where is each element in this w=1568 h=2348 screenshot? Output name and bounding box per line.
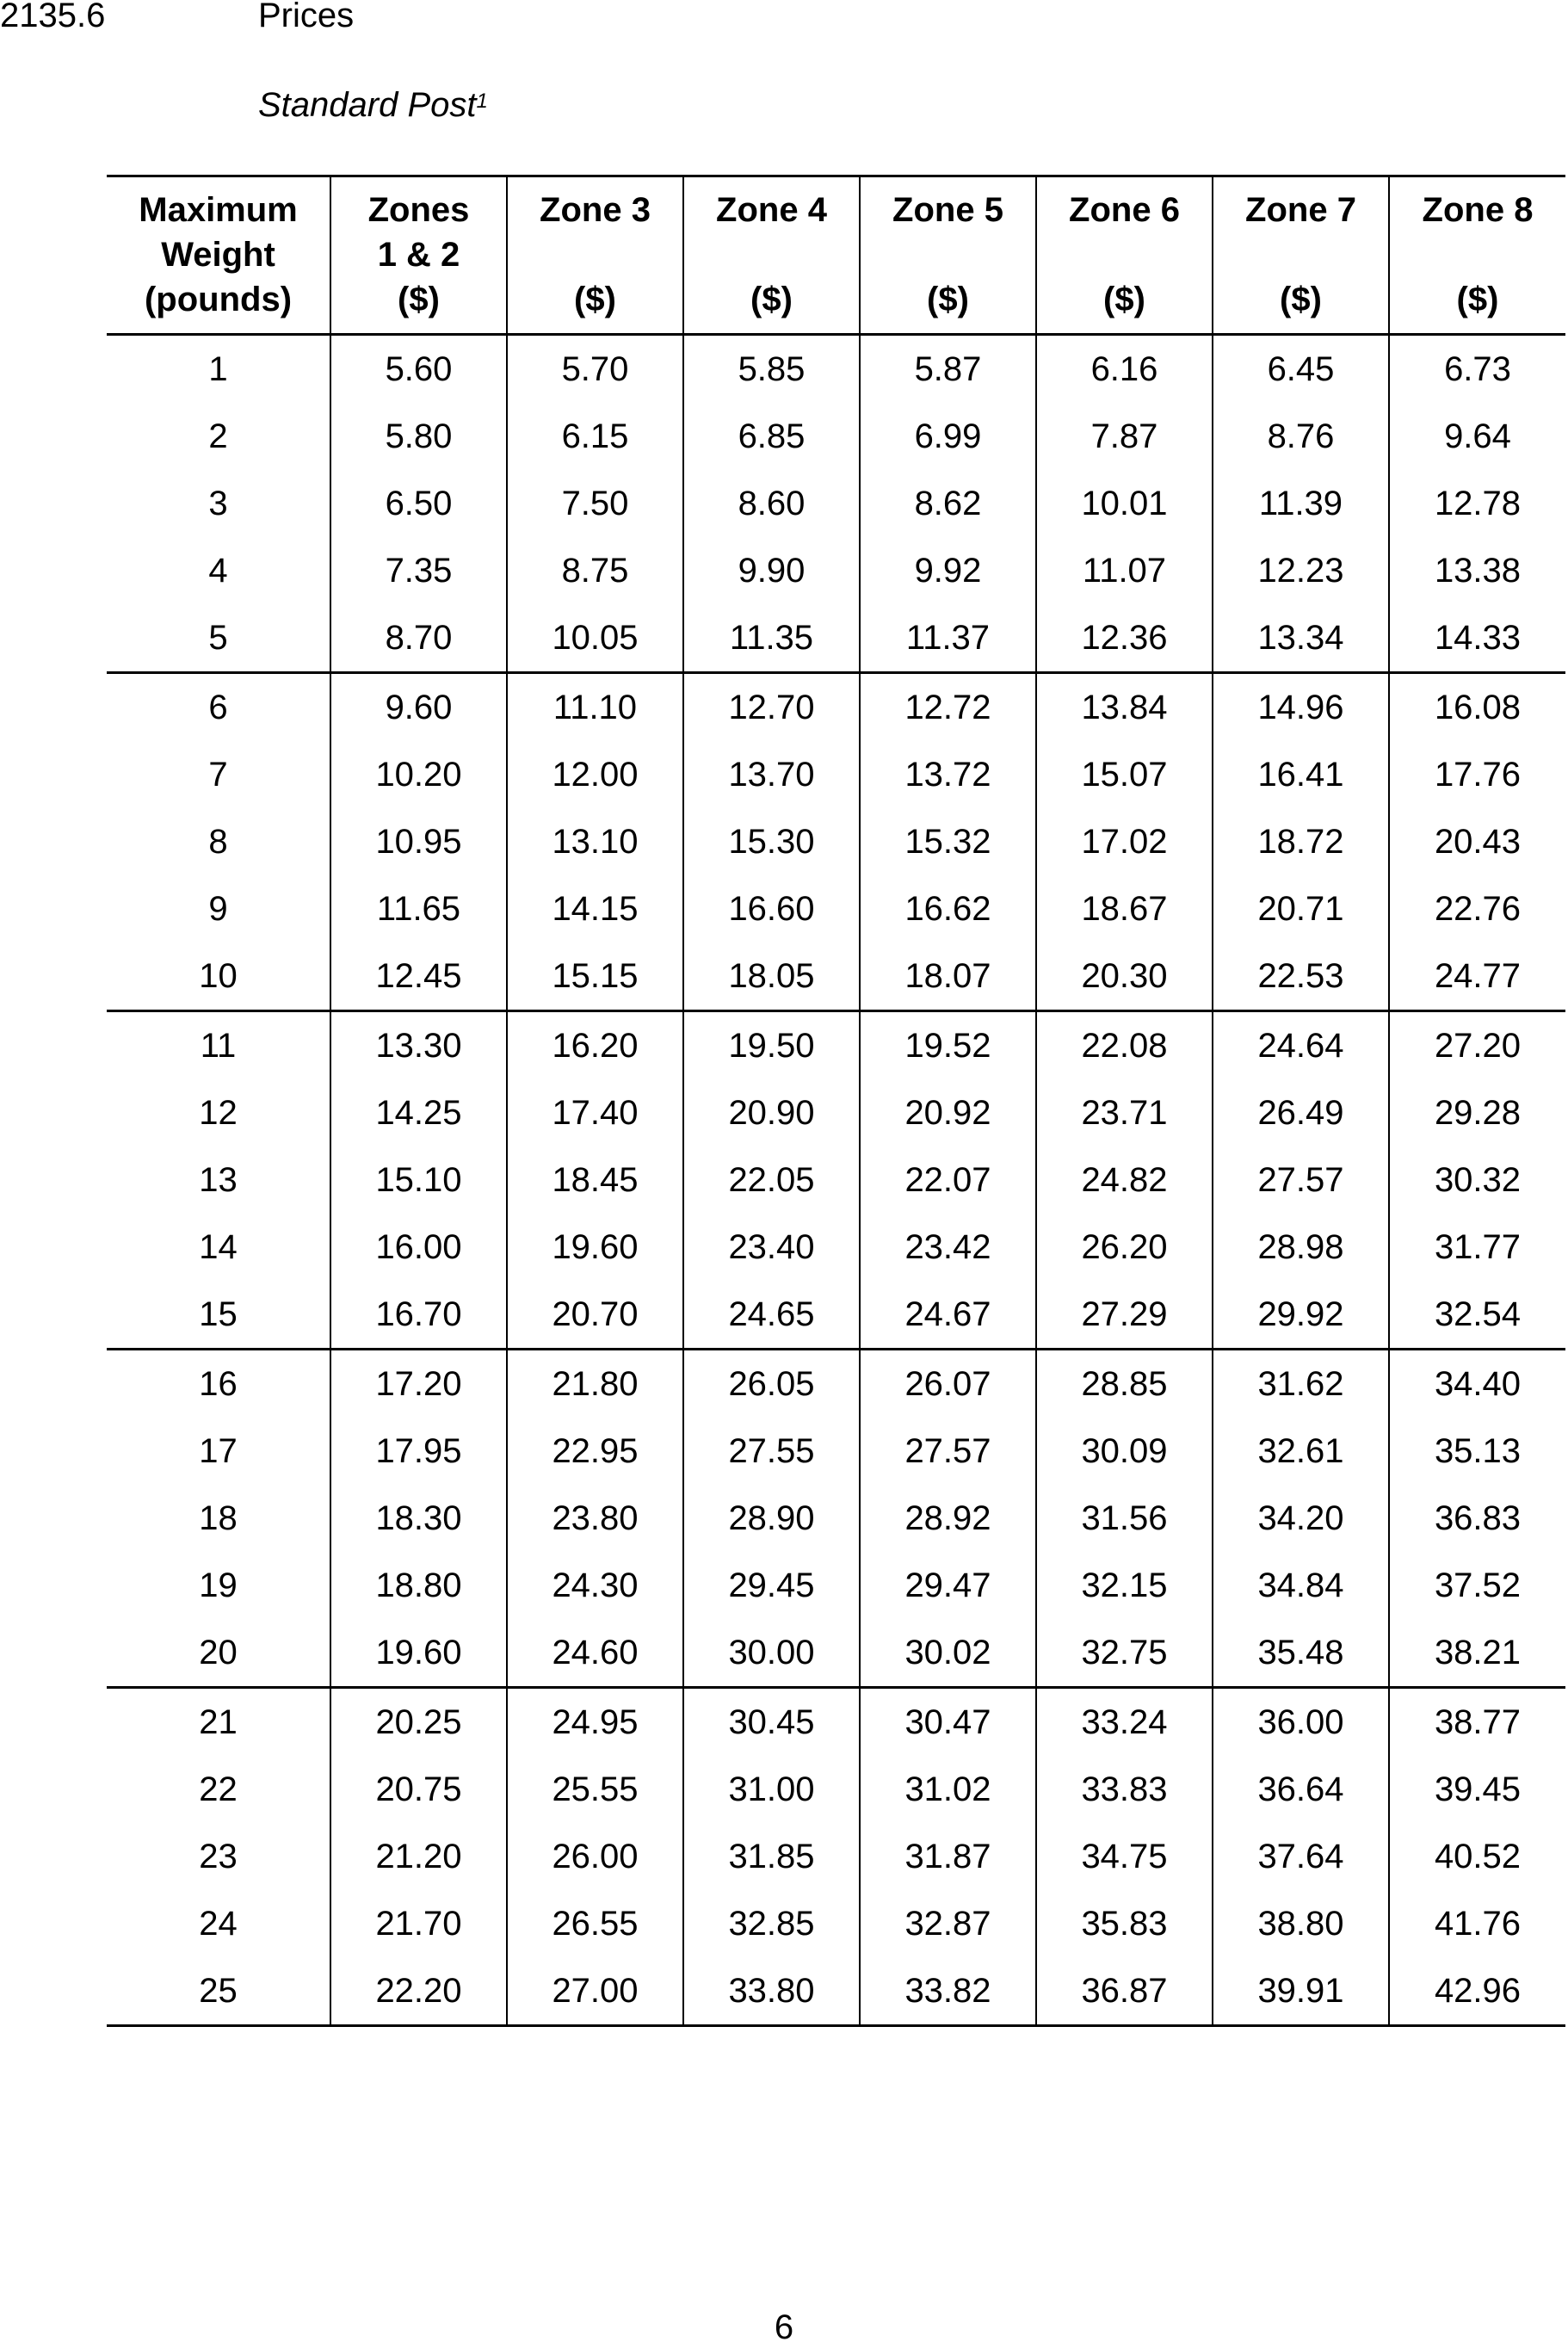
price-cell: 20.70 [507, 1281, 683, 1350]
price-cell: 26.49 [1213, 1079, 1389, 1146]
price-cell: 27.55 [683, 1418, 860, 1485]
price-cell: 23.71 [1036, 1079, 1213, 1146]
weight-cell: 21 [199, 1703, 238, 1741]
price-cell: 27.20 [1389, 1011, 1565, 1080]
price-cell: 34.20 [1213, 1485, 1389, 1552]
price-cell: 8.75 [507, 537, 683, 604]
table-row [107, 1823, 1565, 1890]
price-cell: 28.85 [1036, 1350, 1213, 1418]
table-row [107, 604, 1565, 673]
header-line: Weight [161, 236, 275, 274]
price-cell: 31.87 [860, 1823, 1036, 1890]
price-cell: 23.80 [507, 1485, 683, 1552]
price-cell: 13.38 [1389, 537, 1565, 604]
price-cell: 16.70 [330, 1281, 507, 1350]
price-cell: 14.96 [1213, 673, 1389, 742]
price-cell: 14.15 [507, 875, 683, 942]
table-row [107, 875, 1565, 942]
price-cell: 27.00 [507, 1957, 683, 2026]
price-cell: 17.20 [330, 1350, 507, 1418]
price-cell: 9.90 [683, 537, 860, 604]
price-cell: 5.70 [507, 335, 683, 404]
price-cell: 7.35 [330, 537, 507, 604]
price-cell: 33.80 [683, 1957, 860, 2026]
price-cell: 12.78 [1389, 470, 1565, 537]
price-cell: 35.13 [1389, 1418, 1565, 1485]
price-cell: 15.15 [507, 942, 683, 1011]
price-cell: 5.60 [330, 335, 507, 404]
price-cell: 31.56 [1036, 1485, 1213, 1552]
price-cell: 36.00 [1213, 1688, 1389, 1757]
price-cell: 35.48 [1213, 1619, 1389, 1688]
price-cell: 33.82 [860, 1957, 1036, 2026]
price-cell: 16.00 [330, 1214, 507, 1281]
price-cell: 22.53 [1213, 942, 1389, 1011]
price-cell: 22.95 [507, 1418, 683, 1485]
weight-cell: 24 [199, 1905, 238, 1943]
weight-cell: 17 [199, 1432, 238, 1470]
price-cell: 26.20 [1036, 1214, 1213, 1281]
price-cell: 29.92 [1213, 1281, 1389, 1350]
price-cell: 20.25 [330, 1688, 507, 1757]
price-cell: 32.54 [1389, 1281, 1565, 1350]
header-line: 1 & 2 [377, 236, 460, 274]
price-cell: 27.57 [1213, 1146, 1389, 1214]
price-cell: 38.21 [1389, 1619, 1565, 1688]
table-row [107, 1688, 1565, 1757]
header-unit: ($) [1103, 281, 1145, 318]
weight-cell: 11 [200, 1027, 237, 1065]
header-unit: (pounds) [144, 281, 293, 318]
table-row [107, 335, 1565, 404]
table-row [107, 1281, 1565, 1350]
table-row [107, 537, 1565, 604]
table-header-row [107, 176, 1565, 335]
weight-cell: 20 [107, 1619, 330, 1688]
weight-cell: 3 [208, 485, 228, 522]
price-cell: 19.52 [860, 1011, 1036, 1080]
price-cell: 28.90 [683, 1485, 860, 1552]
price-cell: 22.07 [860, 1146, 1036, 1214]
header-unit: ($) [927, 281, 969, 318]
table-row [107, 1619, 1565, 1688]
price-cell: 20.75 [330, 1756, 507, 1823]
price-cell: 12.72 [860, 673, 1036, 742]
weight-cell: 7 [208, 756, 228, 794]
price-cell: 22.08 [1036, 1011, 1213, 1080]
price-cell: 13.10 [507, 808, 683, 875]
weight-cell: 1 [208, 350, 228, 388]
price-cell: 36.87 [1036, 1957, 1213, 2026]
table-row [107, 1485, 1565, 1552]
price-cell: 30.02 [860, 1619, 1036, 1688]
weight-cell: 16 [199, 1365, 238, 1403]
price-cell: 26.05 [683, 1350, 860, 1418]
price-cell: 21.20 [330, 1823, 507, 1890]
price-cell: 19.50 [683, 1011, 860, 1080]
price-cell: 7.50 [507, 470, 683, 537]
price-cell: 30.32 [1389, 1146, 1565, 1214]
price-cell: 26.07 [860, 1350, 1036, 1418]
price-cell: 8.70 [330, 604, 507, 673]
price-cell: 22.20 [330, 1957, 507, 2026]
price-cell: 34.75 [1036, 1823, 1213, 1890]
price-cell: 39.91 [1213, 1957, 1389, 2026]
price-cell: 20.30 [1036, 942, 1213, 1011]
header-line: Zone 5 [892, 191, 1003, 229]
price-cell: 16.08 [1389, 673, 1565, 742]
price-cell: 20.90 [683, 1079, 860, 1146]
weight-cell: 12 [199, 1094, 238, 1132]
price-cell: 23.40 [683, 1214, 860, 1281]
header-unit: ($) [1280, 281, 1322, 318]
price-cell: 14.25 [330, 1079, 507, 1146]
column-header-zone [330, 176, 507, 335]
price-cell: 24.95 [507, 1688, 683, 1757]
price-cell: 9.92 [860, 537, 1036, 604]
price-cell: 12.23 [1213, 537, 1389, 604]
price-cell: 20.71 [1213, 875, 1389, 942]
price-cell: 15.07 [1036, 741, 1213, 808]
header-line: Zone 4 [716, 191, 827, 229]
price-cell: 33.24 [1036, 1688, 1213, 1757]
price-cell: 24.64 [1213, 1011, 1389, 1080]
price-cell: 33.83 [1036, 1756, 1213, 1823]
price-cell: 10.01 [1036, 470, 1213, 537]
price-cell: 22.76 [1389, 875, 1565, 942]
weight-cell: 25 [107, 1957, 330, 2026]
price-cell: 18.72 [1213, 808, 1389, 875]
price-cell: 10.05 [507, 604, 683, 673]
price-cell: 32.75 [1036, 1619, 1213, 1688]
column-header-zone [507, 176, 683, 335]
price-cell: 20.92 [860, 1079, 1036, 1146]
price-cell: 11.37 [860, 604, 1036, 673]
price-cell: 39.45 [1389, 1756, 1565, 1823]
weight-cell: 23 [199, 1838, 238, 1875]
table-row [107, 470, 1565, 537]
price-cell: 9.64 [1389, 403, 1565, 470]
price-cell: 9.60 [330, 673, 507, 742]
price-cell: 38.77 [1389, 1688, 1565, 1757]
price-cell: 11.10 [507, 673, 683, 742]
price-cell: 11.07 [1036, 537, 1213, 604]
price-cell: 37.52 [1389, 1552, 1565, 1619]
column-header-zone [1036, 176, 1213, 335]
price-cell: 19.60 [507, 1214, 683, 1281]
price-cell: 16.60 [683, 875, 860, 942]
weight-cell: 10 [107, 942, 330, 1011]
weight-cell: 13 [199, 1161, 238, 1199]
price-cell: 17.76 [1389, 741, 1565, 808]
column-header-zone [1213, 176, 1389, 335]
price-cell: 24.60 [507, 1619, 683, 1688]
price-cell: 17.95 [330, 1418, 507, 1485]
price-cell: 21.80 [507, 1350, 683, 1418]
price-cell: 11.35 [683, 604, 860, 673]
price-cell: 18.45 [507, 1146, 683, 1214]
table-row [107, 1957, 1565, 2026]
price-cell: 32.15 [1036, 1552, 1213, 1619]
price-cell: 24.67 [860, 1281, 1036, 1350]
table-body [107, 335, 1565, 2026]
header-unit: ($) [1456, 281, 1499, 318]
price-cell: 19.60 [330, 1619, 507, 1688]
header-line: Zone 3 [540, 191, 651, 229]
weight-cell: 19 [199, 1566, 238, 1604]
header-unit: ($) [574, 281, 616, 318]
price-cell: 41.76 [1389, 1890, 1565, 1957]
price-table [107, 175, 1565, 2027]
price-cell: 15.32 [860, 808, 1036, 875]
weight-cell: 15 [107, 1281, 330, 1350]
price-cell: 14.33 [1389, 604, 1565, 673]
section-number: 2135.6 [0, 0, 106, 34]
price-cell: 8.60 [683, 470, 860, 537]
column-header-zone [683, 176, 860, 335]
table-row [107, 1552, 1565, 1619]
price-cell: 6.73 [1389, 335, 1565, 404]
price-cell: 7.87 [1036, 403, 1213, 470]
column-header-weight [107, 176, 330, 335]
price-cell: 11.65 [330, 875, 507, 942]
price-cell: 5.87 [860, 335, 1036, 404]
price-cell: 30.45 [683, 1688, 860, 1757]
price-cell: 27.57 [860, 1418, 1036, 1485]
price-cell: 10.20 [330, 741, 507, 808]
price-cell: 13.84 [1036, 673, 1213, 742]
table-row [107, 1214, 1565, 1281]
price-cell: 28.98 [1213, 1214, 1389, 1281]
price-cell: 24.30 [507, 1552, 683, 1619]
price-cell: 42.96 [1389, 1957, 1565, 2026]
price-cell: 18.05 [683, 942, 860, 1011]
price-cell: 11.39 [1213, 470, 1389, 537]
price-cell: 34.40 [1389, 1350, 1565, 1418]
weight-cell: 18 [199, 1499, 238, 1537]
price-cell: 24.77 [1389, 942, 1565, 1011]
table-row [107, 808, 1565, 875]
price-cell: 5.85 [683, 335, 860, 404]
price-cell: 18.80 [330, 1552, 507, 1619]
price-cell: 30.00 [683, 1619, 860, 1688]
column-header-zone [860, 176, 1036, 335]
price-cell: 6.50 [330, 470, 507, 537]
price-cell: 24.65 [683, 1281, 860, 1350]
price-cell: 27.29 [1036, 1281, 1213, 1350]
price-cell: 26.55 [507, 1890, 683, 1957]
price-cell: 23.42 [860, 1214, 1036, 1281]
column-header-zone [1389, 176, 1565, 335]
price-cell: 18.07 [860, 942, 1036, 1011]
table-row [107, 1079, 1565, 1146]
header-unit: ($) [398, 281, 440, 318]
price-cell: 15.10 [330, 1146, 507, 1214]
price-cell: 6.45 [1213, 335, 1389, 404]
weight-cell: 8 [208, 823, 228, 861]
price-cell: 36.83 [1389, 1485, 1565, 1552]
price-cell: 30.09 [1036, 1418, 1213, 1485]
price-cell: 13.30 [330, 1011, 507, 1080]
header-line: Zone 6 [1069, 191, 1180, 229]
table-row [107, 1890, 1565, 1957]
price-cell: 16.62 [860, 875, 1036, 942]
table-row [107, 403, 1565, 470]
price-cell: 29.47 [860, 1552, 1036, 1619]
table-row [107, 1350, 1565, 1418]
price-cell: 31.00 [683, 1756, 860, 1823]
price-cell: 8.62 [860, 470, 1036, 537]
table-row [107, 942, 1565, 1011]
price-cell: 38.80 [1213, 1890, 1389, 1957]
price-cell: 6.85 [683, 403, 860, 470]
header-line: Maximum [139, 191, 298, 229]
header-line: Zones [367, 191, 470, 229]
price-cell: 8.76 [1213, 403, 1389, 470]
table-row [107, 673, 1565, 742]
price-cell: 35.83 [1036, 1890, 1213, 1957]
weight-cell: 6 [208, 689, 228, 726]
price-cell: 6.16 [1036, 335, 1213, 404]
price-cell: 13.72 [860, 741, 1036, 808]
price-cell: 12.36 [1036, 604, 1213, 673]
price-cell: 40.52 [1389, 1823, 1565, 1890]
table-row [107, 1418, 1565, 1485]
price-cell: 31.62 [1213, 1350, 1389, 1418]
price-cell: 16.20 [507, 1011, 683, 1080]
price-cell: 24.82 [1036, 1146, 1213, 1214]
weight-cell: 14 [199, 1228, 238, 1266]
section-title: Prices [258, 0, 355, 34]
price-cell: 6.15 [507, 403, 683, 470]
table-subtitle [258, 84, 488, 126]
price-cell: 18.30 [330, 1485, 507, 1552]
price-cell: 26.00 [507, 1823, 683, 1890]
weight-cell: 5 [107, 604, 330, 673]
price-cell: 13.70 [683, 741, 860, 808]
table-row [107, 1146, 1565, 1214]
footnote-marker: 1 [476, 90, 488, 113]
price-cell: 28.92 [860, 1485, 1036, 1552]
subtitle-text: Standard Post [258, 86, 477, 124]
table-row [107, 741, 1565, 808]
price-cell: 22.05 [683, 1146, 860, 1214]
price-cell: 32.87 [860, 1890, 1036, 1957]
page-number: 6 [774, 2308, 794, 2346]
price-cell: 5.80 [330, 403, 507, 470]
price-cell: 20.43 [1389, 808, 1565, 875]
price-cell: 31.77 [1389, 1214, 1565, 1281]
table-row [107, 1011, 1565, 1080]
price-cell: 12.70 [683, 673, 860, 742]
price-cell: 15.30 [683, 808, 860, 875]
price-cell: 16.41 [1213, 741, 1389, 808]
price-cell: 32.85 [683, 1890, 860, 1957]
price-cell: 21.70 [330, 1890, 507, 1957]
weight-cell: 4 [208, 552, 228, 590]
price-cell: 36.64 [1213, 1756, 1389, 1823]
price-cell: 31.85 [683, 1823, 860, 1890]
price-cell: 31.02 [860, 1756, 1036, 1823]
weight-cell: 22 [199, 1770, 238, 1808]
weight-cell: 9 [208, 890, 228, 928]
price-cell: 18.67 [1036, 875, 1213, 942]
price-cell: 17.40 [507, 1079, 683, 1146]
price-cell: 17.02 [1036, 808, 1213, 875]
price-cell: 10.95 [330, 808, 507, 875]
header-line: Zone 8 [1422, 191, 1534, 229]
price-cell: 25.55 [507, 1756, 683, 1823]
price-cell: 6.99 [860, 403, 1036, 470]
price-cell: 13.34 [1213, 604, 1389, 673]
price-cell: 12.45 [330, 942, 507, 1011]
table-row [107, 1756, 1565, 1823]
header-unit: ($) [750, 281, 793, 318]
weight-cell: 2 [208, 417, 228, 455]
price-cell: 29.45 [683, 1552, 860, 1619]
price-cell: 34.84 [1213, 1552, 1389, 1619]
price-cell: 37.64 [1213, 1823, 1389, 1890]
price-cell: 32.61 [1213, 1418, 1389, 1485]
price-cell: 29.28 [1389, 1079, 1565, 1146]
price-cell: 12.00 [507, 741, 683, 808]
price-cell: 30.47 [860, 1688, 1036, 1757]
header-line: Zone 7 [1245, 191, 1356, 229]
